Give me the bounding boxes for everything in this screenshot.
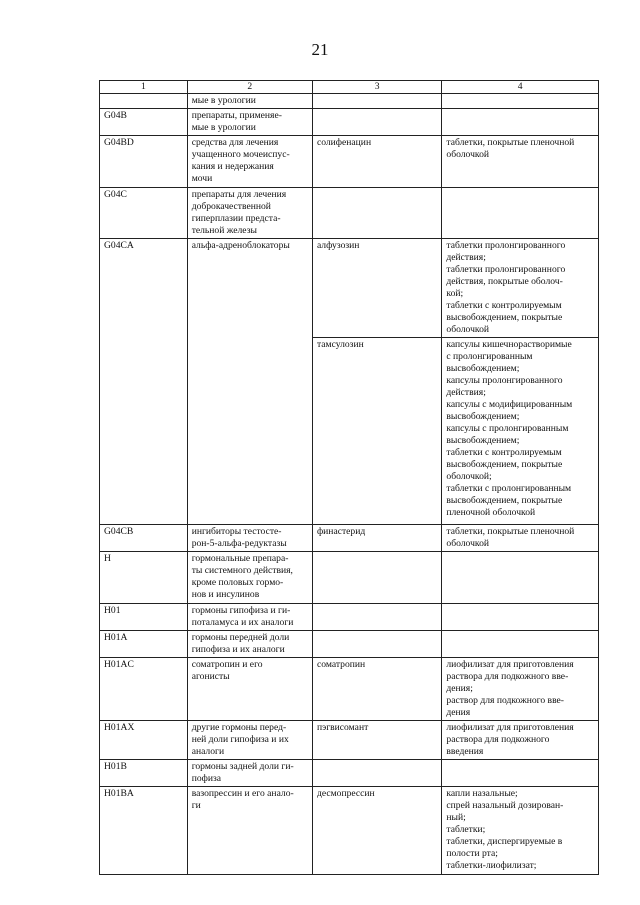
atc-code: H01BA xyxy=(100,787,188,875)
group-name: гормоны гипофиза и ги- поталамуса и их аналоги xyxy=(187,604,312,631)
dosage-form xyxy=(442,631,599,658)
dosage-form xyxy=(442,94,599,109)
column-header: 3 xyxy=(312,81,441,94)
atc-code: G04BD xyxy=(100,136,188,188)
table-row xyxy=(100,109,599,136)
table-row xyxy=(100,188,599,239)
drug-name xyxy=(312,631,441,658)
group-name: другие гормоны перед- ней доли гипофиза и их аналоги xyxy=(187,721,312,760)
medication-table xyxy=(99,80,599,875)
table-row xyxy=(100,604,599,631)
dosage-form xyxy=(442,552,599,604)
dosage-form xyxy=(442,760,599,787)
atc-code: H xyxy=(100,552,188,604)
group-name: альфа-адреноблокаторы xyxy=(187,239,312,525)
page-number: 21 xyxy=(311,40,329,59)
atc-code: G04B xyxy=(100,109,188,136)
drug-name xyxy=(312,760,441,787)
atc-code: H01B xyxy=(100,760,188,787)
drug-name xyxy=(312,109,441,136)
drug-name: алфузозин xyxy=(312,239,441,338)
dosage-form: таблетки пролонгированного действия; таблетки пролонгированного действия, покрытые оболоч- кой; таблетки с контролируемым высвобождением, покрытые оболочкой xyxy=(442,239,599,338)
drug-name xyxy=(312,604,441,631)
group-name: мые в урологии xyxy=(187,94,312,109)
atc-code: G04CB xyxy=(100,525,188,552)
group-name: вазопрессин и его анало- ги xyxy=(187,787,312,875)
table-row xyxy=(100,552,599,604)
atc-code: H01AX xyxy=(100,721,188,760)
atc-code: H01 xyxy=(100,604,188,631)
table-row xyxy=(100,525,599,552)
atc-code: G04C xyxy=(100,188,188,239)
drug-name: тамсулозин xyxy=(312,338,441,525)
group-name: ингибиторы тестосте- рон-5-альфа-редуктазы xyxy=(187,525,312,552)
dosage-form: таблетки, покрытые пленочной оболочкой xyxy=(442,525,599,552)
drug-name xyxy=(312,552,441,604)
atc-code: H01A xyxy=(100,631,188,658)
table-row xyxy=(100,94,599,109)
drug-name: финастерид xyxy=(312,525,441,552)
table-row xyxy=(100,787,599,875)
dosage-form: таблетки, покрытые пленочной оболочкой xyxy=(442,136,599,188)
drug-name xyxy=(312,94,441,109)
drug-name: десмопрессин xyxy=(312,787,441,875)
table-row xyxy=(100,136,599,188)
dosage-form: лиофилизат для приготовления раствора для подкожного введения xyxy=(442,721,599,760)
table-row xyxy=(100,721,599,760)
dosage-form xyxy=(442,188,599,239)
group-name: соматропин и его агонисты xyxy=(187,658,312,721)
atc-code: H01AC xyxy=(100,658,188,721)
dosage-form xyxy=(442,109,599,136)
dosage-form xyxy=(442,604,599,631)
table-row xyxy=(100,631,599,658)
dosage-form: капсулы кишечнорастворимые с пролонгированным высвобождением; капсулы пролонгированного действия; капсулы с модифицированным высвобождением; капсулы с пролонгированным высвобождением; таблетки с контролируемым высвобождением, покрытые оболочкой; таблетки с пролонгированным высвобождением, покрытые пленочной оболочкой xyxy=(442,338,599,525)
column-header: 1 xyxy=(100,81,188,94)
atc-code xyxy=(100,94,188,109)
dosage-form: капли назальные; спрей назальный дозирован- ный; таблетки; таблетки, диспергируемые в полости рта; таблетки-лиофилизат; xyxy=(442,787,599,875)
group-name: препараты, применяе- мые в урологии xyxy=(187,109,312,136)
drug-name: соматропин xyxy=(312,658,441,721)
table-row xyxy=(100,658,599,721)
column-header: 2 xyxy=(187,81,312,94)
drug-name: пэгвисомант xyxy=(312,721,441,760)
group-name: средства для лечения учащенного мочеиспус- кания и недержания мочи xyxy=(187,136,312,188)
table-row xyxy=(100,239,599,338)
atc-code: G04CA xyxy=(100,239,188,525)
table-row xyxy=(100,760,599,787)
group-name: гормоны задней доли ги- пофиза xyxy=(187,760,312,787)
table-header-row xyxy=(100,81,599,94)
dosage-form: лиофилизат для приготовления раствора для подкожного вве- дения; раствор для подкожного вве- дения xyxy=(442,658,599,721)
group-name: препараты для лечения доброкачественной гиперплазии предста- тельной железы xyxy=(187,188,312,239)
group-name: гормоны передней доли гипофиза и их аналоги xyxy=(187,631,312,658)
group-name: гормональные препара- ты системного действия, кроме половых гормо- нов и инсулинов xyxy=(187,552,312,604)
drug-name: солифенацин xyxy=(312,136,441,188)
column-header: 4 xyxy=(442,81,599,94)
drug-name xyxy=(312,188,441,239)
